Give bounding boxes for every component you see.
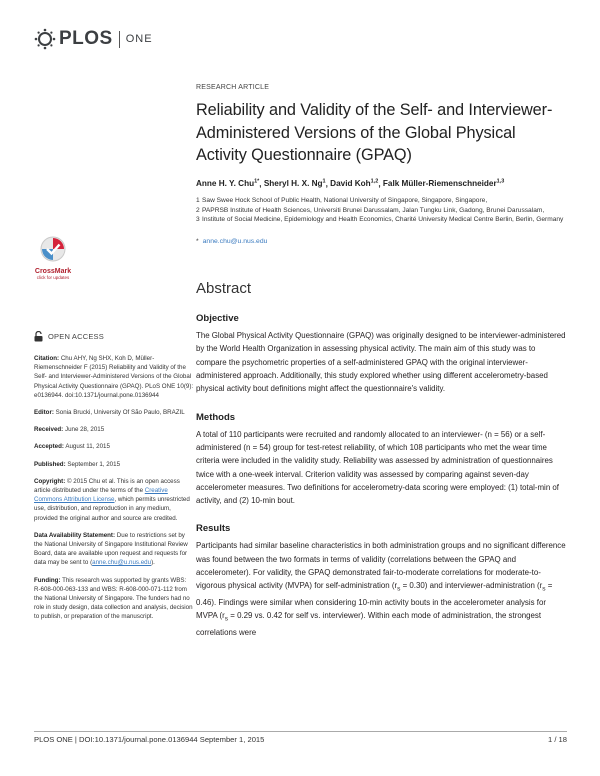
page-footer [34, 735, 567, 744]
crossmark-sub: click for updates [36, 275, 70, 280]
footer-citation: PLOS ONE | DOI:10.1371/journal.pone.0136944 September 1, 2015 [34, 735, 265, 744]
copyright-text: © 2015 Chu et al. This is an open access article distributed under the terms of the [34, 477, 180, 495]
logo-divider [119, 31, 120, 48]
data-availability-label: Data Availability Statement: [34, 531, 116, 539]
crossmark-label: CrossMark [34, 268, 72, 275]
objective-text: The Global Physical Activity Questionnaire (GPAQ) was originally designed to be interviewer-administered by the World Health Organization in assessing physical activity. The main aim of this study was to compare the psychometric properties of a self-administered GPAQ with the original interviewer-administered approach. Additionally, this study explored whether using different accelerometry-based physical activity bout definitions might affect the questionnaire's validity. [196, 331, 566, 394]
open-access-badge [34, 331, 194, 342]
footer-divider [34, 731, 567, 732]
corresponding-author [196, 238, 568, 245]
editor-label: Editor: [34, 409, 54, 417]
author[interactable]: Sheryl H. X. Ng$^1$ [263, 178, 326, 189]
copyright-text-end: , which permits unrestricted use, distribution, and reproduction in any medium, provided the original author and source are credited. [34, 496, 190, 522]
affiliation: 3 Institute of Social Medicine, Epidemiology and Health Economics, Charité University Medical Centre Berlin, Berlin, Germany [196, 215, 564, 223]
citation-text: Chu AHY, Ng SHX, Koh D, Müller-Riemenschneider F (2015) Reliability and Validity of the Self- and Interviewer-Administered Versions of the Global Physical Activity Questionnaire (GPAQ). PLoS ONE 10(9): e0136944. doi:10.1371/journal.pone.0136944 [34, 355, 194, 399]
published-date: September 1, 2015 [67, 460, 121, 468]
data-availability-text-end: ). [151, 559, 155, 567]
received-block [34, 425, 194, 434]
citation-block [34, 354, 194, 400]
article-type: RESEARCH ARTICLE [196, 84, 270, 91]
article-metadata-sidebar [34, 331, 194, 630]
data-availability-block [34, 531, 194, 568]
journal-name: ONE [125, 33, 153, 45]
brand-name: PLOS [59, 28, 113, 49]
editor-text: Sonia Brucki, University Of São Paulo, BRAZIL [55, 409, 185, 417]
results-heading: Results [196, 523, 231, 535]
methods-text: A total of 110 participants were recruited and randomly allocated to an interviewer- (n = 56) or a self-administered (n = 54) group for test-retest reliability, of which 108 participants who met the wear time criteria were included in the validity study. Reliability was assessed by administration of questionnaires twice with a one-week interval. Criterion validity was assessed by comparing against seven-day accelerometer measures. Two definitions for accelerometry-data scoring were employed: (1) total-min of activity, and (2) 10-min bout. [196, 429, 559, 506]
copyright-block [34, 477, 194, 523]
author[interactable]: David Koh$^{1,2}$ [330, 178, 379, 189]
author[interactable]: Falk Müller-Riemenschneider$^{1,3}$ [382, 178, 505, 189]
published-label: Published: [34, 460, 66, 468]
methods-heading: Methods [196, 411, 236, 423]
affiliation: 1 Saw Swee Hock School of Public Health, National University of Singapore, Singapore, Singapore, [196, 197, 488, 205]
objective-heading: Objective [196, 313, 239, 325]
accepted-label: Accepted: [34, 443, 64, 451]
author[interactable]: Anne H. Y. Chu$^{1*}$ [196, 178, 260, 189]
data-request-email-link[interactable]: anne.chu@u.nus.edu [92, 559, 152, 567]
funding-text: This research was supported by grants WBS: R-608-000-063-133 and WBS: R-608-000-071-112 from the National University of Singapore. The funders had no role in study design, data collection and analysis, decision to publish, or preparation of the manuscript. [34, 576, 193, 621]
published-block [34, 460, 194, 469]
affiliation: 2 PAPRSB Institute of Health Sciences, Universiti Brunei Darussalam, Jalan Tungku Link, Gadong, Brunei Darussalam, [196, 206, 545, 214]
affiliations [196, 196, 568, 224]
plos-logo-icon [34, 28, 56, 50]
results-text: Participants had similar baseline characteristics in both administration groups and no significant difference was found between the two formats in terms of validity (correlations between the GPAQ and accelerometer). For validity, the GPAQ demonstrated fair-to-moderate correlations for moderate-to-vigorous physical activity (MVPA) for self-administration $(r_s = 0.30)$ and interviewer-administration $(r_s = 0.46)$. Findings were similar when considering 10-min activity bouts in the accelerometer analysis for MVPA ($r_s = 0.29$ vs. 0.42 for self vs. interviewer). Within each mode of administration, the strongest correlations were [196, 541, 566, 638]
editor-block [34, 408, 194, 417]
funding-label: Funding: [34, 576, 61, 584]
crossmark-icon [40, 236, 66, 262]
accepted-date: August 11, 2015 [65, 443, 110, 451]
author-list: Anne H. Y. Chu$^{1*}$, Sheryl H. X. Ng$^1$, David Koh$^{1,2}$, Falk Müller-Riemenschneider$^{1,3}$ [196, 178, 505, 189]
crossmark-badge[interactable] [33, 236, 73, 280]
article-title: Reliability and Validity of the Self- and Interviewer-Administered Versions of the Global Physical Activity Questionnaire (GPAQ) [196, 101, 553, 164]
received-date: June 28, 2015 [64, 426, 105, 434]
corresponding-email-link[interactable]: anne.chu@u.nus.edu [202, 238, 268, 246]
page-number: 1 / 18 [548, 735, 567, 744]
cc-license-link[interactable]: Creative Commons Attribution License [34, 487, 168, 504]
copyright-label: Copyright: [34, 477, 66, 485]
accepted-block [34, 442, 194, 451]
plos-one-logo[interactable] [34, 28, 153, 50]
article-main-column [196, 84, 568, 640]
data-availability-text: Due to restrictions set by the National University of Singapore Institutional Review Board, data are available upon request and requests for data may be sent to ( [34, 531, 188, 567]
funding-block [34, 576, 194, 622]
abstract-heading: Abstract [196, 280, 252, 298]
open-lock-icon [34, 331, 43, 342]
open-access-label: OPEN ACCESS [48, 331, 104, 341]
citation-label: Citation: [34, 355, 60, 362]
corresponding-marker: * [196, 238, 199, 246]
received-label: Received: [34, 426, 64, 434]
